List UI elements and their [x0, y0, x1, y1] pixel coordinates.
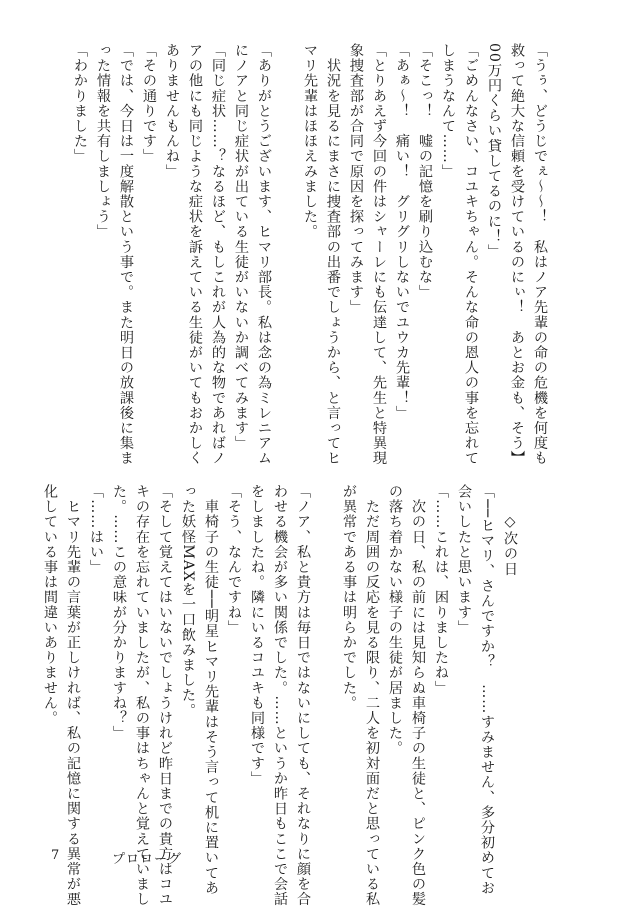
text-column: 00万円くらい貸してるのに！」 [486, 43, 502, 260]
text-column: 象捜査部が合同で原因を探ってみます」 [348, 43, 364, 315]
text-column: 状況を見るにまさに捜査部の出番でしょうから、と言ってヒ [325, 43, 341, 466]
text-column: 「ごめんなさい、コユキちゃん。そんな命の恩人の事を忘れて [463, 43, 479, 466]
running-head: プロローグ [112, 852, 183, 867]
text-column: が異常である事は明らかでした。 [341, 484, 357, 711]
page-number: 7 [51, 848, 60, 863]
text-column: 会いしたと思います」 [456, 484, 472, 635]
text-column: った情報を共有しましょう」 [95, 43, 111, 240]
text-column: しまうなんて……」 [440, 43, 456, 179]
text-column: をしましたね。隣にいるコユキも同様です」 [249, 484, 265, 786]
text-column: 「では、今日は一度解散という事で。また明日の放課後に集ま [118, 43, 134, 466]
text-column: 救って絶大な信頼を受けているのにぃ！ あとお金も、そう】 [509, 43, 525, 466]
text-column: の落ち着かない様子の生徒が居ました。 [387, 484, 403, 756]
text-column: 「うぅ、どうじでぇ〜〜！ 私はノア先輩の命の危機を何度も [532, 43, 548, 466]
text-column: 「ありがとうございます、ヒマリ部長。私は念の為ミレニアム [256, 43, 272, 466]
text-column: キの存在を忘れていましたが、私の事はちゃんと覚えていまし [134, 484, 150, 907]
text-column: ただ周囲の反応を見る限り、二人を初対面だと思っている私 [364, 484, 380, 907]
text-column: 車椅子の生徒──明星ヒマリ先輩はそう言って机に置いてあ [203, 484, 219, 896]
text-column: 「とりあえず今回の件はシャーレにも伝達して、先生と特異現 [371, 43, 387, 466]
text-column [275, 43, 298, 423]
text-column: ◇次の日 [502, 484, 518, 577]
text-column: ありませんもんね」 [164, 43, 180, 179]
text-column [314, 484, 337, 814]
text-column: わせる機会が多い関係でした。……というか昨日もここで会話 [272, 484, 288, 907]
text-column: 「わかりました」 [72, 43, 88, 164]
text-column: マリ先輩はほほえみました。 [302, 43, 318, 240]
text-column: 「そこっ！ 嘘の記憶を刷り込むな」 [417, 43, 433, 300]
text-column: 「その通りです」 [141, 43, 157, 164]
text-column: 次の日、私の前には見知らぬ車椅子の生徒と、ピンク色の髪 [410, 484, 426, 907]
text-column: 「……これは、困りましたね」 [433, 484, 449, 696]
text-column: にノアと同じ症状が出ている生徒がいないか調べてみます」 [233, 43, 249, 451]
text-column: 「同じ症状……？なるほど、もしこれが人為的な物であればノ [210, 43, 226, 466]
text-column: 「ノア、私と貴方は毎日ではないにしても、それなりに顔を合 [295, 484, 311, 907]
text-column: アの他にも同じような症状を訴えている生徒がいてもおかしく [187, 43, 203, 466]
text-column: 「──ヒマリ、さんですか？ ……すみません、多分初めてお [479, 484, 495, 896]
text-column: った妖怪MAXを一口飲みました。 [180, 484, 196, 718]
text-column: 「……はい」 [88, 484, 104, 575]
text-column: 「そして覚えてはいないでしょうけれど昨日までの貴方はコユ [157, 484, 173, 907]
text-column: 「あぁ〜！ 痛い！ グリグリしないでユウカ先輩！」 [394, 43, 410, 421]
text-column: 化している事は間違いありません。 [42, 484, 58, 726]
text-column: た。……この意味が分かりますね？」 [111, 484, 127, 741]
text-column: 「そう、なんですね」 [226, 484, 242, 635]
text-column: ヒマリ先輩の言葉が正しければ、私の記憶に関する異常が悪 [65, 484, 81, 907]
top-text-block [68, 43, 551, 466]
